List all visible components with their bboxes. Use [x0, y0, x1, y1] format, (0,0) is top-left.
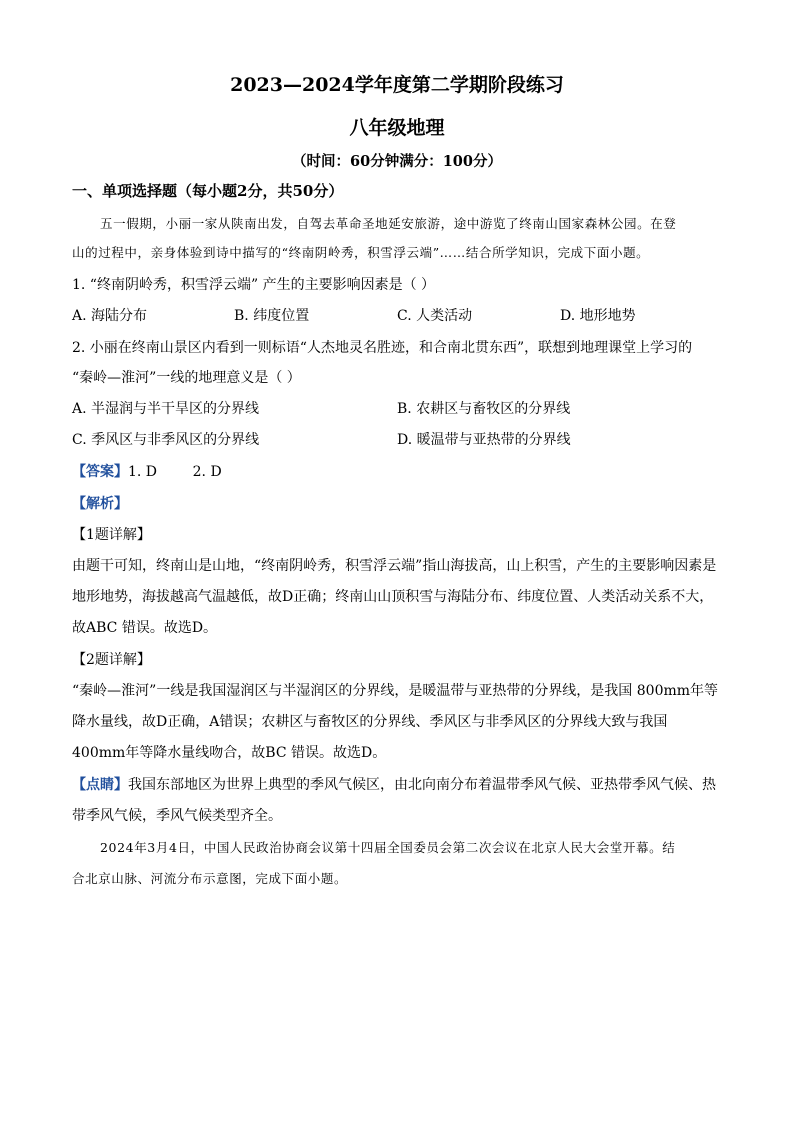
question-1-stem: 1. “终南阴岭秀，积雪浮云端” 产生的主要影响因素是（ ） — [72, 277, 436, 293]
detail-2-line2: 降水量线，故D正确，A错误；农耕区与畜牧区的分界线、季风区与非季风区的分界线大致与我国 — [72, 714, 668, 730]
question-1-option-b: B. 纬度位置 — [234, 308, 310, 324]
exam-info: （时间：60分钟满分：100分） — [292, 153, 502, 170]
point-tag: 【点睛】 — [72, 777, 128, 793]
question-2-option-a: A. 半湿润与半干旱区的分界线 — [72, 401, 260, 417]
detail-2-line3: 400mm年等降水量线吻合，故BC 错误。故选D。 — [72, 745, 387, 761]
passage1-line2: 山的过程中，亲身体验到诗中描写的“终南阴岭秀，积雪浮云端”……结合所学知识，完成下面小题。 — [72, 245, 650, 260]
detail-1-heading: 【1题详解】 — [72, 527, 151, 543]
point-text-1: 我国东部地区为世界上典型的季风气候区，由北向南分布着温带季风气候、亚热带季风气候、热 — [128, 777, 716, 793]
detail-1-line3: 故ABC 错误。故选D。 — [72, 620, 218, 636]
passage2-line1: 2024年3月4日，中国人民政治协商会议第十四届全国委员会第二次会议在北京人民大会堂开幕。结 — [100, 840, 676, 855]
question-2-option-b: B. 农耕区与畜牧区的分界线 — [397, 401, 571, 417]
passage1-line1: 五一假期，小丽一家从陕南出发，自驾去革命圣地延安旅游，途中游览了终南山国家森林公园。在登 — [100, 216, 677, 231]
question-2-option-c: C. 季风区与非季风区的分界线 — [72, 432, 260, 448]
answer-line — [72, 462, 222, 482]
question-2-option-d: D. 暖温带与亚热带的分界线 — [397, 432, 571, 448]
answer-tag: 【答案】 — [72, 464, 128, 480]
point-line2: 带季风气候，季风气候类型齐全。 — [72, 808, 282, 824]
question-1-option-d: D. 地形地势 — [560, 308, 636, 324]
detail-2-line1: “秦岭—淮河”一线是我国湿润区与半湿润区的分界线，是暖温带与亚热带的分界线，是我国 800mm年等 — [72, 683, 719, 699]
point-line1 — [72, 775, 716, 795]
question-2-stem-line1: 2. 小丽在终南山景区内看到一则标语“人杰地灵名胜迹，和合南北贯东西”，联想到地理课堂上学习的 — [72, 340, 693, 356]
question-1-option-c: C. 人类活动 — [397, 308, 473, 324]
detail-1-line2: 地形地势，海拔越高气温越低，故D正确；终南山山顶积雪与海陆分布、纬度位置、人类活动关系不大， — [72, 589, 714, 605]
analysis-line — [72, 494, 128, 514]
detail-1-line1: 由题干可知，终南山是山地，“终南阴岭秀，积雪浮云端”指山海拔高，山上积雪，产生的主要影响因素是 — [72, 558, 717, 574]
question-2-stem-line2: “秦岭—淮河”一线的地理意义是（ ） — [72, 370, 301, 386]
answer-text: 1. D 2. D — [128, 464, 222, 480]
passage2-line2: 合北京山脉、河流分布示意图，完成下面小题。 — [72, 871, 348, 886]
section-heading: 一、单项选择题（每小题2分，共50分） — [72, 182, 344, 200]
exam-title: 2023—2024学年度第二学期阶段练习 — [230, 74, 564, 96]
analysis-tag: 【解析】 — [72, 496, 128, 512]
detail-2-heading: 【2题详解】 — [72, 652, 151, 668]
question-1-option-a: A. 海陆分布 — [72, 308, 148, 324]
exam-subject: 八年级地理 — [349, 117, 445, 139]
